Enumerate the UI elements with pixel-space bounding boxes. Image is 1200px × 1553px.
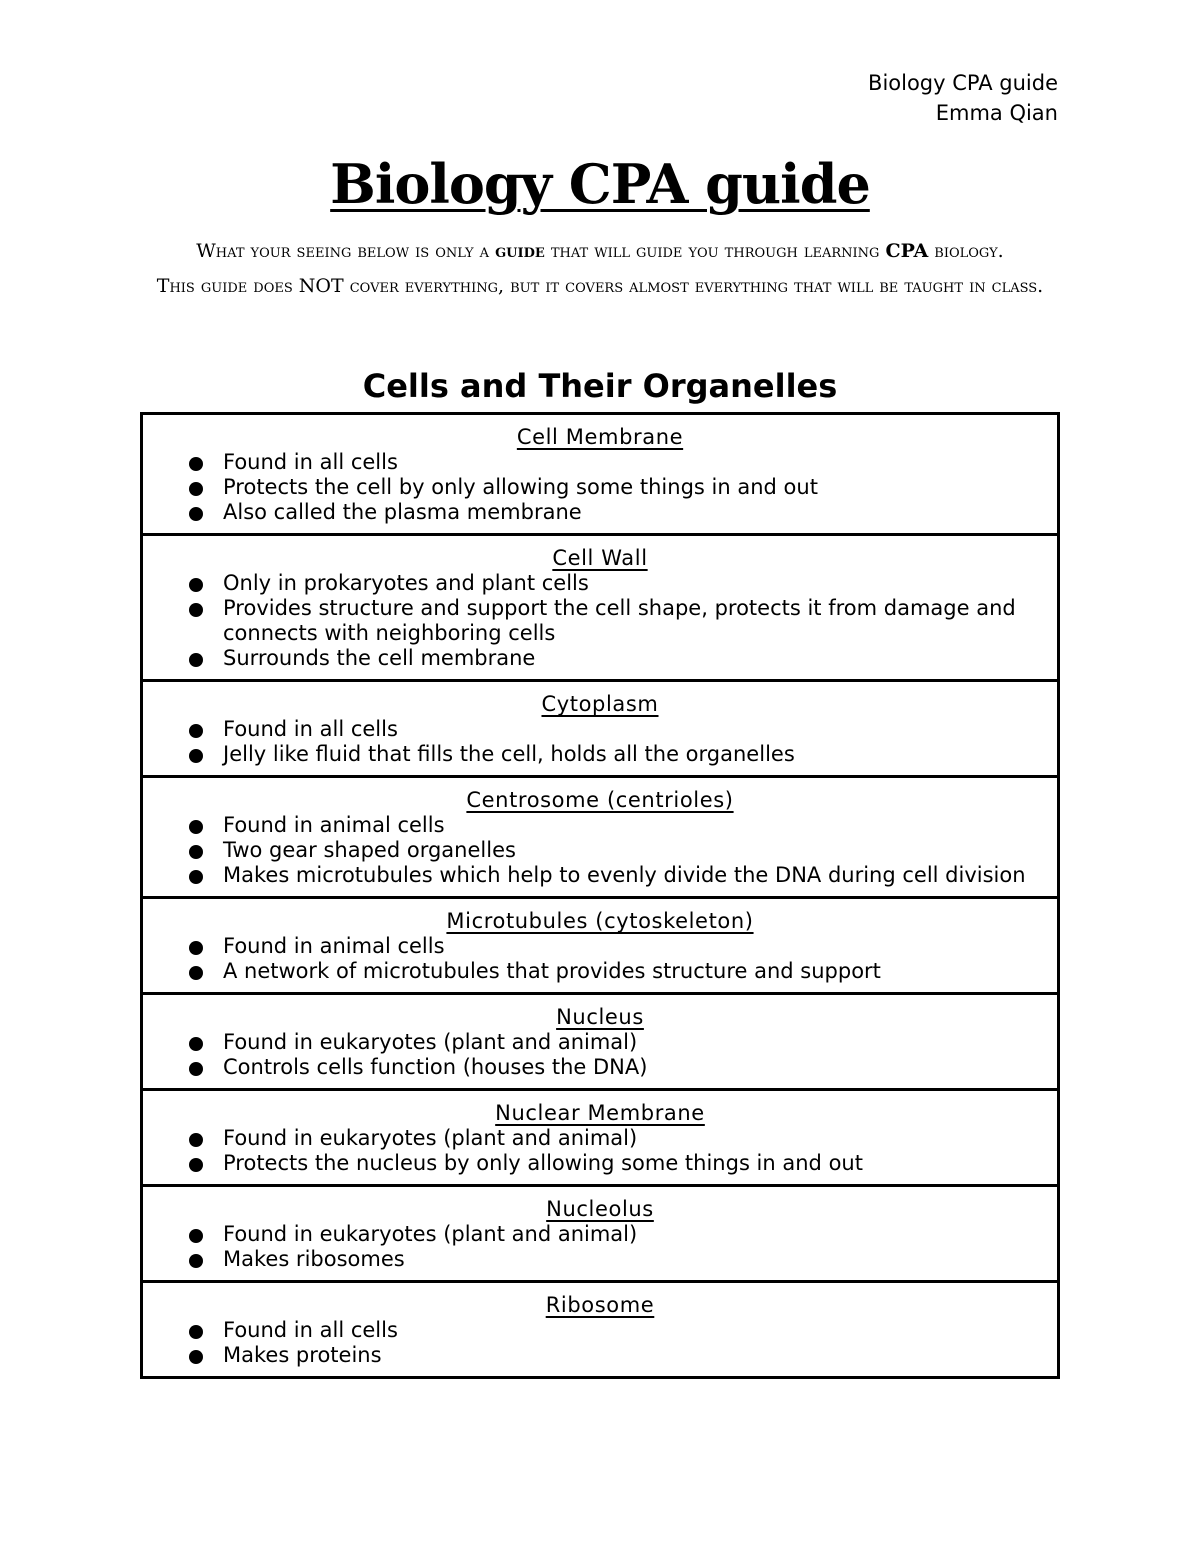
list-item: Protects the nucleus by only allowing some things in and out [189,1151,1047,1176]
document-header [868,68,1058,128]
list-item: Makes microtubules which help to evenly divide the DNA during cell division [189,863,1047,888]
header-author: Emma Qian [935,101,1058,125]
list-item: Found in animal cells [189,813,1047,838]
list-item: Found in animal cells [189,934,1047,959]
organelle-row [143,1187,1057,1283]
list-item: Only in prokaryotes and plant cells [189,571,1047,596]
organelle-name: Cytoplasm [541,692,659,716]
list-item: Two gear shaped organelles [189,838,1047,863]
organelle-row [143,682,1057,778]
organelle-points [189,934,1047,984]
list-item: Found in all cells [189,1318,1047,1343]
intro-text-2: This guide does NOT cover everything, but it covers almost everything that will be taught in class. [156,275,1044,297]
list-item: Controls cells function (houses the DNA) [189,1055,1047,1080]
intro-text-1a: What your seeing below is only a [196,240,496,262]
organelle-row [143,415,1057,536]
organelle-points [189,717,1047,767]
list-item: Surrounds the cell membrane [189,646,1047,671]
organelle-name: Cell Wall [552,546,648,570]
organelle-name: Nucleus [556,1005,644,1029]
organelle-points [189,1126,1047,1176]
organelle-points [189,571,1047,671]
list-item: Also called the plasma membrane [189,500,1047,525]
intro-text-cpa: CPA [885,240,929,262]
list-item: Makes ribosomes [189,1247,1047,1272]
organelle-name: Microtubules (cytoskeleton) [446,909,754,933]
intro-text-guide: guide [495,240,545,262]
organelle-row [143,1283,1057,1376]
organelle-name: Cell Membrane [516,425,684,449]
organelle-name: Centrosome (centrioles) [466,788,734,812]
organelle-points [189,1318,1047,1368]
list-item: Found in eukaryotes (plant and animal) [189,1222,1047,1247]
list-item: Found in eukaryotes (plant and animal) [189,1030,1047,1055]
organelle-row [143,995,1057,1091]
intro-paragraph [130,234,1070,304]
organelle-name: Nuclear Membrane [495,1101,705,1125]
list-item: Jelly like fluid that fills the cell, holds all the organelles [189,742,1047,767]
organelle-points [189,1030,1047,1080]
list-item: Found in eukaryotes (plant and animal) [189,1126,1047,1151]
list-item: Found in all cells [189,717,1047,742]
header-doc-name: Biology CPA guide [868,71,1058,95]
organelle-row [143,536,1057,682]
list-item: Protects the cell by only allowing some things in and out [189,475,1047,500]
organelle-row [143,1091,1057,1187]
list-item: A network of microtubules that provides structure and support [189,959,1047,984]
organelle-points [189,450,1047,525]
intro-text-1c: biology. [928,240,1004,262]
organelle-name: Nucleolus [546,1197,654,1221]
intro-text-1b: that will guide you through learning [544,240,886,262]
list-item: Found in all cells [189,450,1047,475]
organelle-name: Ribosome [545,1293,655,1317]
organelle-points [189,813,1047,888]
section-title: Cells and Their Organelles [362,367,838,405]
organelle-points [189,1222,1047,1272]
organelle-table [140,412,1060,1379]
organelle-row [143,778,1057,899]
list-item: Provides structure and support the cell shape, protects it from damage and connects with neighboring cells [189,596,1047,646]
organelle-row [143,899,1057,995]
list-item: Makes proteins [189,1343,1047,1368]
page-title: Biology CPA guide [330,152,870,216]
